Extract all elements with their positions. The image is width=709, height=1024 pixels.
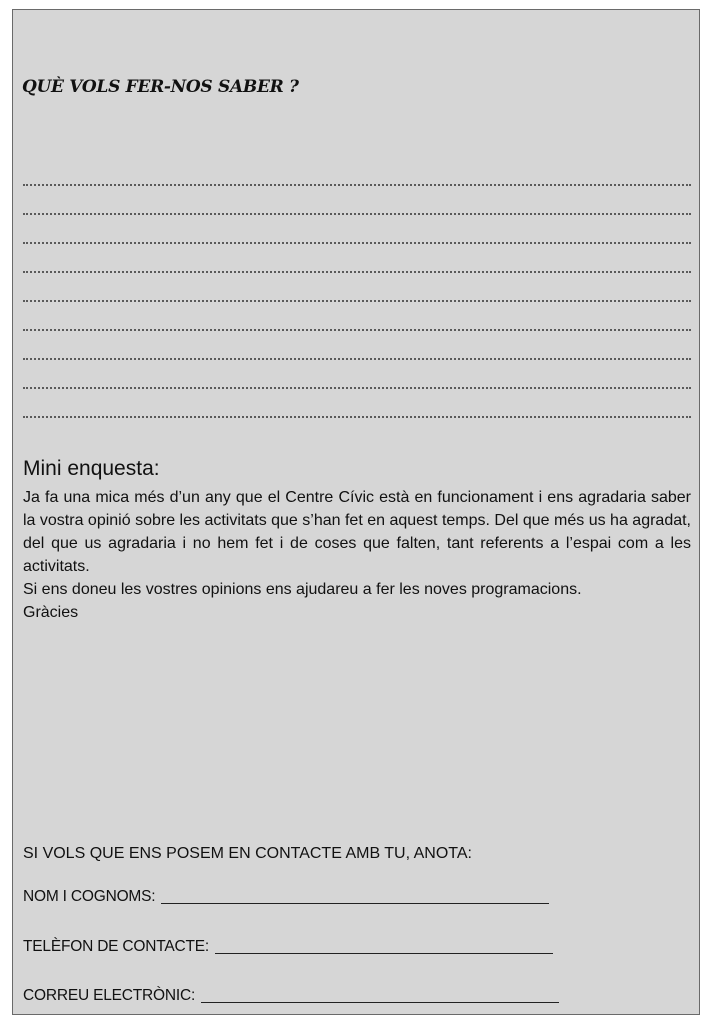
survey-text	[23, 486, 691, 624]
dotted-write-line[interactable]	[23, 244, 691, 273]
form-sheet	[12, 9, 700, 1015]
dotted-write-line[interactable]	[23, 215, 691, 244]
phone-input-line[interactable]	[215, 952, 553, 954]
survey-closing: Gràcies	[23, 604, 79, 621]
dotted-write-line[interactable]	[23, 360, 691, 389]
dotted-write-line[interactable]	[23, 273, 691, 302]
dotted-write-line[interactable]	[23, 389, 691, 418]
contact-heading: SI VOLS QUE ENS POSEM EN CONTACTE AMB TU, ANOTA:	[23, 845, 472, 862]
dotted-write-line[interactable]	[23, 331, 691, 360]
phone-field	[23, 938, 553, 956]
phone-field-label: TELÈFON DE CONTACTE:	[23, 938, 210, 955]
feedback-writing-area[interactable]	[23, 174, 691, 418]
name-field-label: NOM I COGNOMS:	[23, 888, 156, 905]
dotted-write-line[interactable]	[23, 302, 691, 331]
survey-heading: Mini enquesta:	[23, 457, 160, 480]
email-field	[23, 987, 559, 1005]
name-field	[23, 888, 549, 906]
email-input-line[interactable]	[201, 1001, 559, 1003]
feedback-title: QUÈ VOLS FER-NOS SABER ?	[22, 77, 299, 97]
name-input-line[interactable]	[161, 902, 549, 904]
survey-paragraph-2: Si ens doneu les vostres opinions ens ajudareu a fer les noves programacions.	[23, 581, 582, 598]
survey-paragraph-1: Ja fa una mica més d’un any que el Centre Cívic està en funcionament i ens agradaria saber la vostra opinió sobre les activitats que s’han fet en aquest temps. Del que més us ha agradat, del que us agradaria i no hem fet i de coses que falten, tant referents a l’espai com a les activitats.	[23, 489, 691, 575]
email-field-label: CORREU ELECTRÒNIC:	[23, 987, 196, 1004]
dotted-write-line[interactable]	[23, 186, 691, 215]
dotted-write-line[interactable]	[23, 174, 691, 186]
